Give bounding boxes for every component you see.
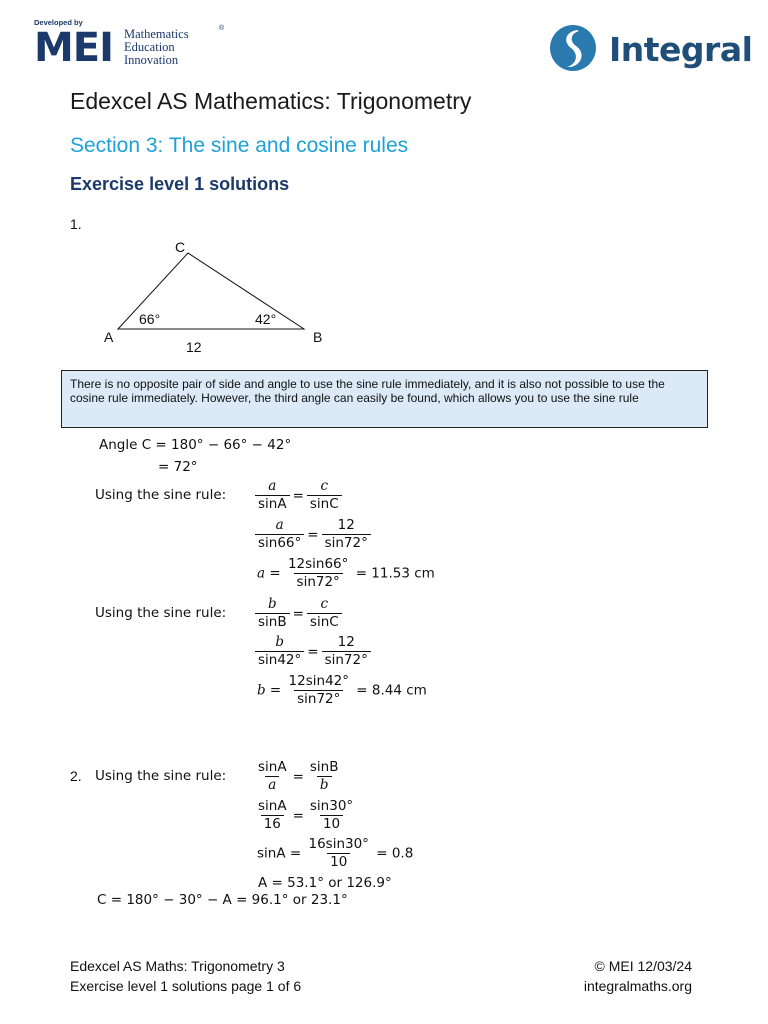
frac-numerator: sin30° — [309, 798, 354, 814]
frac-denominator: 16 — [261, 815, 284, 833]
equation-lhs: a = — [257, 565, 281, 582]
equation-1a: $\frac{a}{\sin A}$ = $\frac{c}{\sin C}$ — [255, 478, 342, 513]
angle-a-label: 66° — [139, 311, 161, 327]
frac-denominator: sinA — [255, 495, 290, 513]
footer-website: integralmaths.org — [583, 978, 692, 994]
frac-denominator: 10 — [320, 815, 343, 833]
equation-1b: $\frac{a}{\sin 66^\circ}$ = $\frac{12}{\sin 72^\circ}$ — [255, 517, 371, 552]
integral-logo — [549, 24, 753, 72]
using-sine-rule-label-1: Using the sine rule: — [95, 487, 227, 503]
equation-3c — [257, 836, 413, 871]
equation-lhs: b = — [257, 682, 282, 699]
frac-denominator: a — [265, 776, 279, 794]
using-sine-rule-label-2: Using the sine rule: — [95, 605, 227, 621]
footer-left — [70, 956, 301, 996]
equation-result: = 8.44 cm — [356, 682, 427, 699]
triangle-diagram — [95, 236, 335, 360]
frac-denominator: 10 — [327, 853, 350, 871]
integral-swirl-icon — [549, 24, 597, 72]
registered-mark: ® — [219, 25, 225, 32]
angle-b-label: 42° — [255, 311, 277, 327]
frac-numerator: 12 — [337, 634, 355, 650]
frac-denominator: sinB — [255, 613, 290, 631]
page-title: Edexcel AS Mathematics: Trigonometry — [70, 88, 472, 114]
frac-numerator: 12sin66° — [287, 556, 349, 572]
frac-denominator: sin72° — [294, 573, 343, 591]
hint-box: There is no opposite pair of side and angle to use the sine rule immediately, and it is also not possible to use the cosine rule immediately. However, the third angle can easily be found, which allows you to use the sine rule — [61, 370, 708, 428]
frac-denominator: sin42° — [255, 651, 304, 669]
exercise-heading: Exercise level 1 solutions — [70, 174, 290, 194]
frac-numerator: b — [275, 634, 284, 650]
frac-numerator: 12 — [337, 517, 355, 533]
vertex-c-label: C — [175, 239, 186, 255]
question-2-number: 2. — [70, 768, 82, 784]
question-1-number: 1. — [70, 216, 82, 232]
vertex-b-label: B — [313, 329, 323, 345]
frac-numerator: c — [320, 478, 329, 494]
equation-3a: $\frac{\sin A}{a}$ = $\frac{\sin B}{b}$ — [255, 759, 342, 794]
angle-c-line-1: Angle C = 180° − 66° − 42° — [99, 437, 292, 453]
frac-numerator: c — [320, 596, 329, 612]
mei-word-3: Innovation — [124, 53, 179, 67]
equation-2b: $\frac{b}{\sin 42^\circ}$ = $\frac{12}{\sin 72^\circ}$ — [255, 634, 371, 669]
using-sine-rule-label-3: Using the sine rule: — [95, 768, 227, 784]
frac-denominator: sin72° — [322, 651, 371, 669]
equation-3d: A = 53.1° or 126.9° — [258, 875, 392, 891]
frac-denominator: sinC — [307, 495, 342, 513]
vertex-a-label: A — [104, 329, 114, 345]
frac-denominator: sinC — [307, 613, 342, 631]
mei-word-1: Mathematics — [124, 27, 189, 41]
frac-numerator: a — [268, 478, 277, 494]
mei-word-2: Education — [124, 40, 175, 54]
frac-denominator: sin66° — [255, 534, 304, 552]
section-heading: Section 3: The sine and cosine rules — [70, 134, 409, 157]
equation-3b: $\frac{\sin A}{16}$ = $\frac{\sin 30^\circ}{10}$ — [255, 798, 356, 833]
equation-2c — [257, 673, 427, 708]
frac-numerator: sinB — [309, 759, 339, 775]
frac-numerator: 12sin42° — [288, 673, 349, 689]
equation-1c — [257, 556, 435, 591]
angle-c-line-2: = 72° — [158, 459, 198, 475]
equation-result: = 0.8 — [376, 845, 414, 862]
frac-denominator: b — [317, 776, 332, 794]
mei-letters: MEI — [34, 25, 114, 71]
footer-right — [540, 956, 692, 996]
equation-result: = 11.53 cm — [355, 565, 435, 582]
mei-wordmark — [124, 28, 189, 67]
footer-course: Edexcel AS Maths: Trigonometry 3 — [70, 958, 285, 974]
equation-2a: $\frac{b}{\sin B}$ = $\frac{c}{\sin C}$ — [255, 596, 342, 631]
frac-numerator: a — [275, 517, 284, 533]
integral-wordmark: Integral — [609, 30, 753, 69]
mei-logo — [34, 18, 234, 70]
frac-denominator: sin72° — [294, 690, 343, 708]
mei-developed-by: Developed by — [34, 18, 83, 27]
frac-numerator: sinA — [258, 759, 287, 775]
frac-numerator: b — [267, 596, 277, 612]
frac-denominator: sin72° — [322, 534, 371, 552]
footer-page: Exercise level 1 solutions page 1 of 6 — [70, 978, 302, 994]
frac-numerator: 16sin30° — [308, 836, 369, 852]
side-ab-label: 12 — [186, 339, 202, 355]
frac-numerator: sinA — [258, 798, 287, 814]
equation-3e: C = 180° − 30° − A = 96.1° or 23.1° — [97, 892, 348, 908]
equation-lhs: sinA = — [257, 845, 302, 862]
footer-copyright: © MEI 12/03/24 — [594, 958, 692, 974]
